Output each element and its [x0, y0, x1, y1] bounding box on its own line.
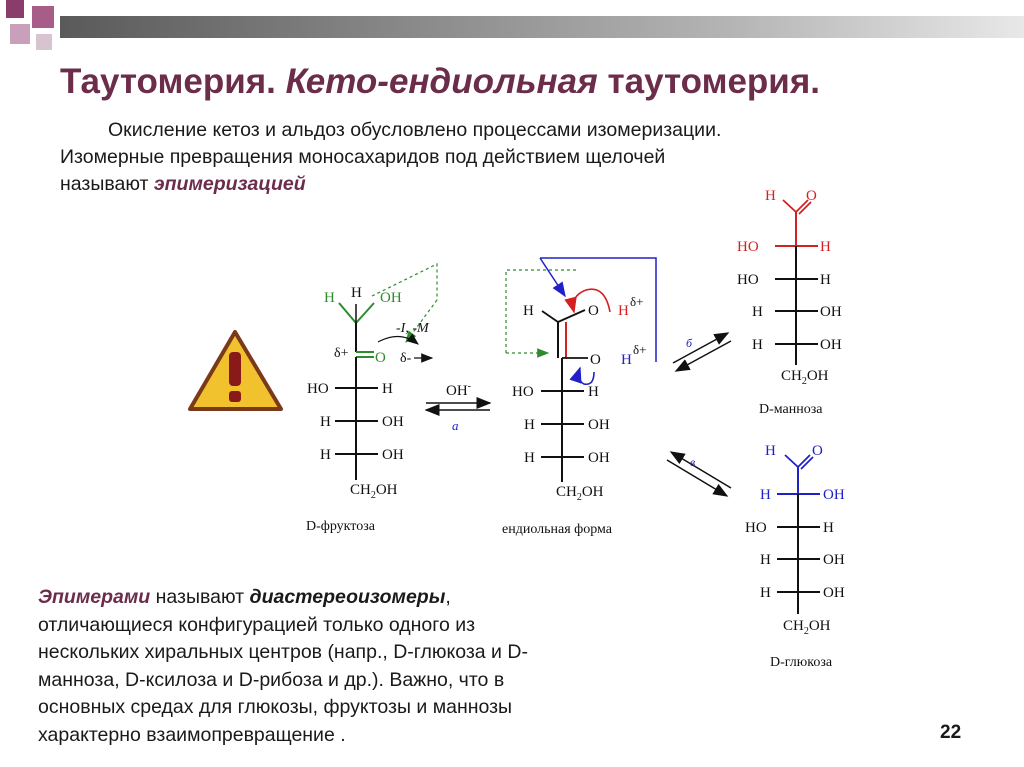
arrow-v-label: в [690, 455, 696, 469]
mannose-ho-3: HO [737, 272, 759, 288]
svg-text:CH2OH: $CH_2OH$ [556, 484, 604, 503]
reagent-label: OH [446, 383, 468, 399]
enediol-structure [502, 258, 656, 537]
fructose-h-3: H [382, 381, 393, 397]
enediol-delta-plus-1: δ+ [630, 294, 644, 309]
enediol-o-1: O [588, 303, 599, 319]
enediol-h-blue: H [621, 352, 632, 368]
effect-label: -I, -M [396, 321, 429, 336]
mannose-oh-5: OH [820, 337, 842, 353]
equilibrium-arrow-b [673, 333, 731, 371]
mannose-h-ald: H [765, 188, 776, 204]
intro-line-2: Изомерные превращения моносахаридов под действием щелочей [60, 146, 666, 168]
arrow-a-label: а [452, 418, 459, 433]
glucose-oh-4: OH [823, 552, 845, 568]
glucose-h-3: H [823, 520, 834, 536]
enediol-h-3: H [588, 384, 599, 400]
glucose-h-ald: H [765, 443, 776, 459]
glucose-h-2: H [760, 487, 771, 503]
fructose-h-4: H [320, 414, 331, 430]
fructose-carbonyl-o: O [375, 350, 386, 366]
glucose-oh-2: OH [823, 487, 845, 503]
glucose-oh-5: OH [823, 585, 845, 601]
glucose-ho-3: HO [745, 520, 767, 536]
glucose-h-4: H [760, 552, 771, 568]
enediol-h-red: H [618, 303, 629, 319]
glucose-o-ald: O [812, 443, 823, 459]
enediol-delta-plus-2: δ+ [633, 342, 647, 357]
fructose-delta-plus: δ+ [334, 346, 349, 361]
enediol-o-2: O [590, 352, 601, 368]
mannose-h-4: H [752, 304, 763, 320]
intro-line-1: Окисление кетоз и альдоз обусловлено процессами изомеризации. [108, 119, 722, 141]
svg-text:OH-: OH- [446, 381, 472, 399]
enediol-ho-3: HO [512, 384, 534, 400]
diastereoisomers-term: диастереоизомеры [249, 586, 446, 608]
epimers-term: Эпимерами [38, 586, 151, 608]
enediol-label: ендиольная форма [502, 522, 612, 537]
enediol-h-4: H [524, 417, 535, 433]
svg-text:CH2OH: $CH_2OH$ [781, 368, 829, 387]
svg-text:CH2OH: $CH_2OH$ [350, 482, 398, 501]
warning-icon [190, 332, 281, 409]
mannose-h-2: H [820, 239, 831, 255]
enediol-h-1: H [523, 303, 534, 319]
fructose-structure [306, 264, 437, 534]
fructose-oh-5: OH [382, 447, 404, 463]
enediol-oh-4: OH [588, 417, 610, 433]
svg-text:CH2OH: $CH_2OH$ [783, 618, 831, 637]
glucose-label: D-глюкоза [770, 655, 833, 670]
equilibrium-arrow-a [426, 381, 490, 433]
intro-line-3-prefix: называют [60, 173, 149, 195]
arrow-b-label: б [686, 336, 693, 350]
mannose-oh-4: OH [820, 304, 842, 320]
fructose-oh-green: OH [380, 290, 402, 306]
epimer-definition: Эпимерами называют диастереоизомеры, отличающиеся конфигурацией только одного из нескольких хиральных центров (напр., D-глюкоза и D-манноза, D-ксилоза и D-рибоза и др.). Важно, что в основных средах для глюкозы, фруктозы и маннозы характерно взаимопревращение . [38, 586, 528, 746]
fructose-h-top: H [351, 285, 362, 301]
fructose-h-5: H [320, 447, 331, 463]
mannose-h-5: H [752, 337, 763, 353]
glucose-structure [745, 443, 845, 670]
fructose-ho-3: HO [307, 381, 329, 397]
page-title: Таутомерия. Кето-ендиольная таутомерия. [60, 62, 820, 101]
epimerization-term: эпимеризацией [153, 173, 306, 195]
fructose-delta-minus: δ- [400, 351, 412, 366]
enediol-h-5: H [524, 450, 535, 466]
fructose-label: D-фруктоза [306, 519, 375, 534]
mannose-h-3: H [820, 272, 831, 288]
page-number: 22 [940, 722, 962, 743]
enediol-oh-5: OH [588, 450, 610, 466]
mannose-o-ald: O [806, 188, 817, 204]
fructose-oh-4: OH [382, 414, 404, 430]
mannose-label: D-манноза [759, 402, 823, 417]
mannose-ho-2: HO [737, 239, 759, 255]
fructose-h-green: H [324, 290, 335, 306]
mannose-structure [737, 188, 842, 417]
equilibrium-arrow-v [667, 452, 731, 496]
glucose-h-5: H [760, 585, 771, 601]
